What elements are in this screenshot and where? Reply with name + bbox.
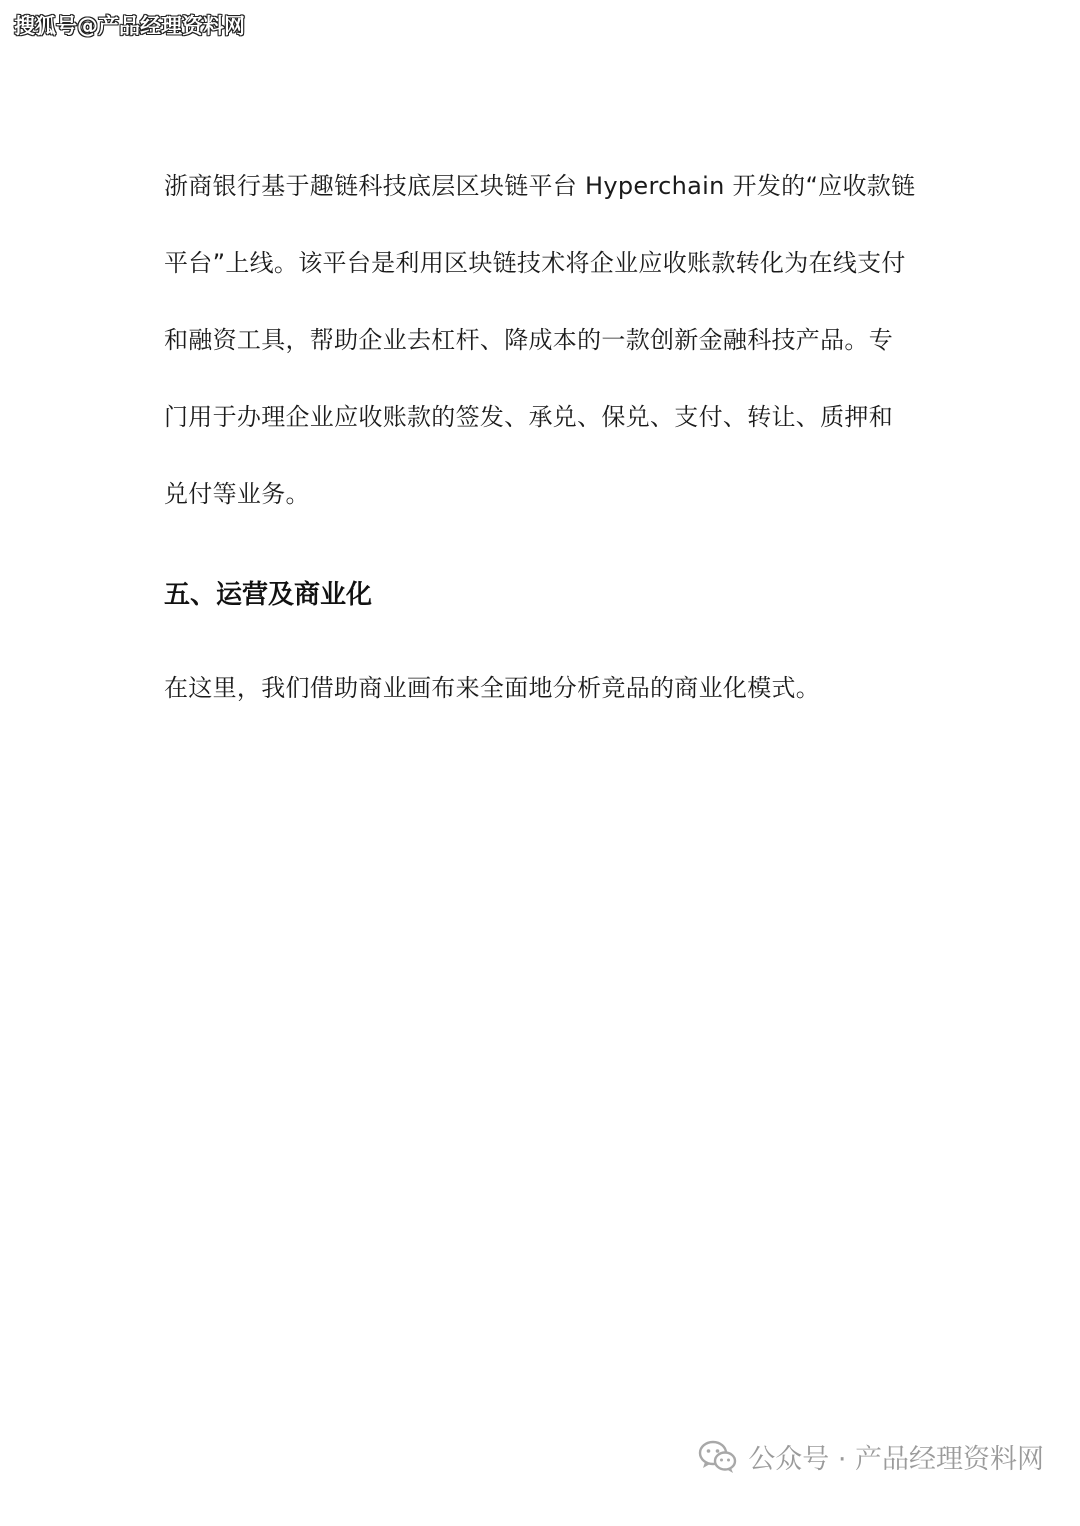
section-heading: 五、运营及商业化 bbox=[164, 580, 373, 610]
article-body bbox=[164, 148, 924, 533]
paragraph-business-canvas: 在这里，我们借助商业画布来全面地分析竞品的商业化模式。 bbox=[164, 674, 821, 702]
paragraph-line: 浙商银行基于趣链科技底层区块链平台 Hyperchain 开发的“应收款链 bbox=[164, 172, 916, 200]
footer-watermark bbox=[698, 1437, 1044, 1476]
paragraph-line: 平台”上线。该平台是利用区块链技术将企业应收账款转化为在线支付 bbox=[164, 249, 906, 277]
paragraph-blockchain-platform bbox=[164, 148, 924, 533]
footer-account-name: 公众号 · 产品经理资料网 bbox=[748, 1444, 1044, 1475]
paragraph-line: 兑付等业务。 bbox=[164, 480, 310, 508]
source-watermark: 搜狐号@产品经理资料网 bbox=[14, 14, 245, 38]
paragraph-line: 门用于办理企业应收账款的签发、承兑、保兑、支付、转让、质押和 bbox=[164, 403, 893, 431]
paragraph-line: 和融资工具，帮助企业去杠杆、降成本的一款创新金融科技产品。专 bbox=[164, 326, 893, 354]
wechat-icon bbox=[698, 1440, 738, 1474]
